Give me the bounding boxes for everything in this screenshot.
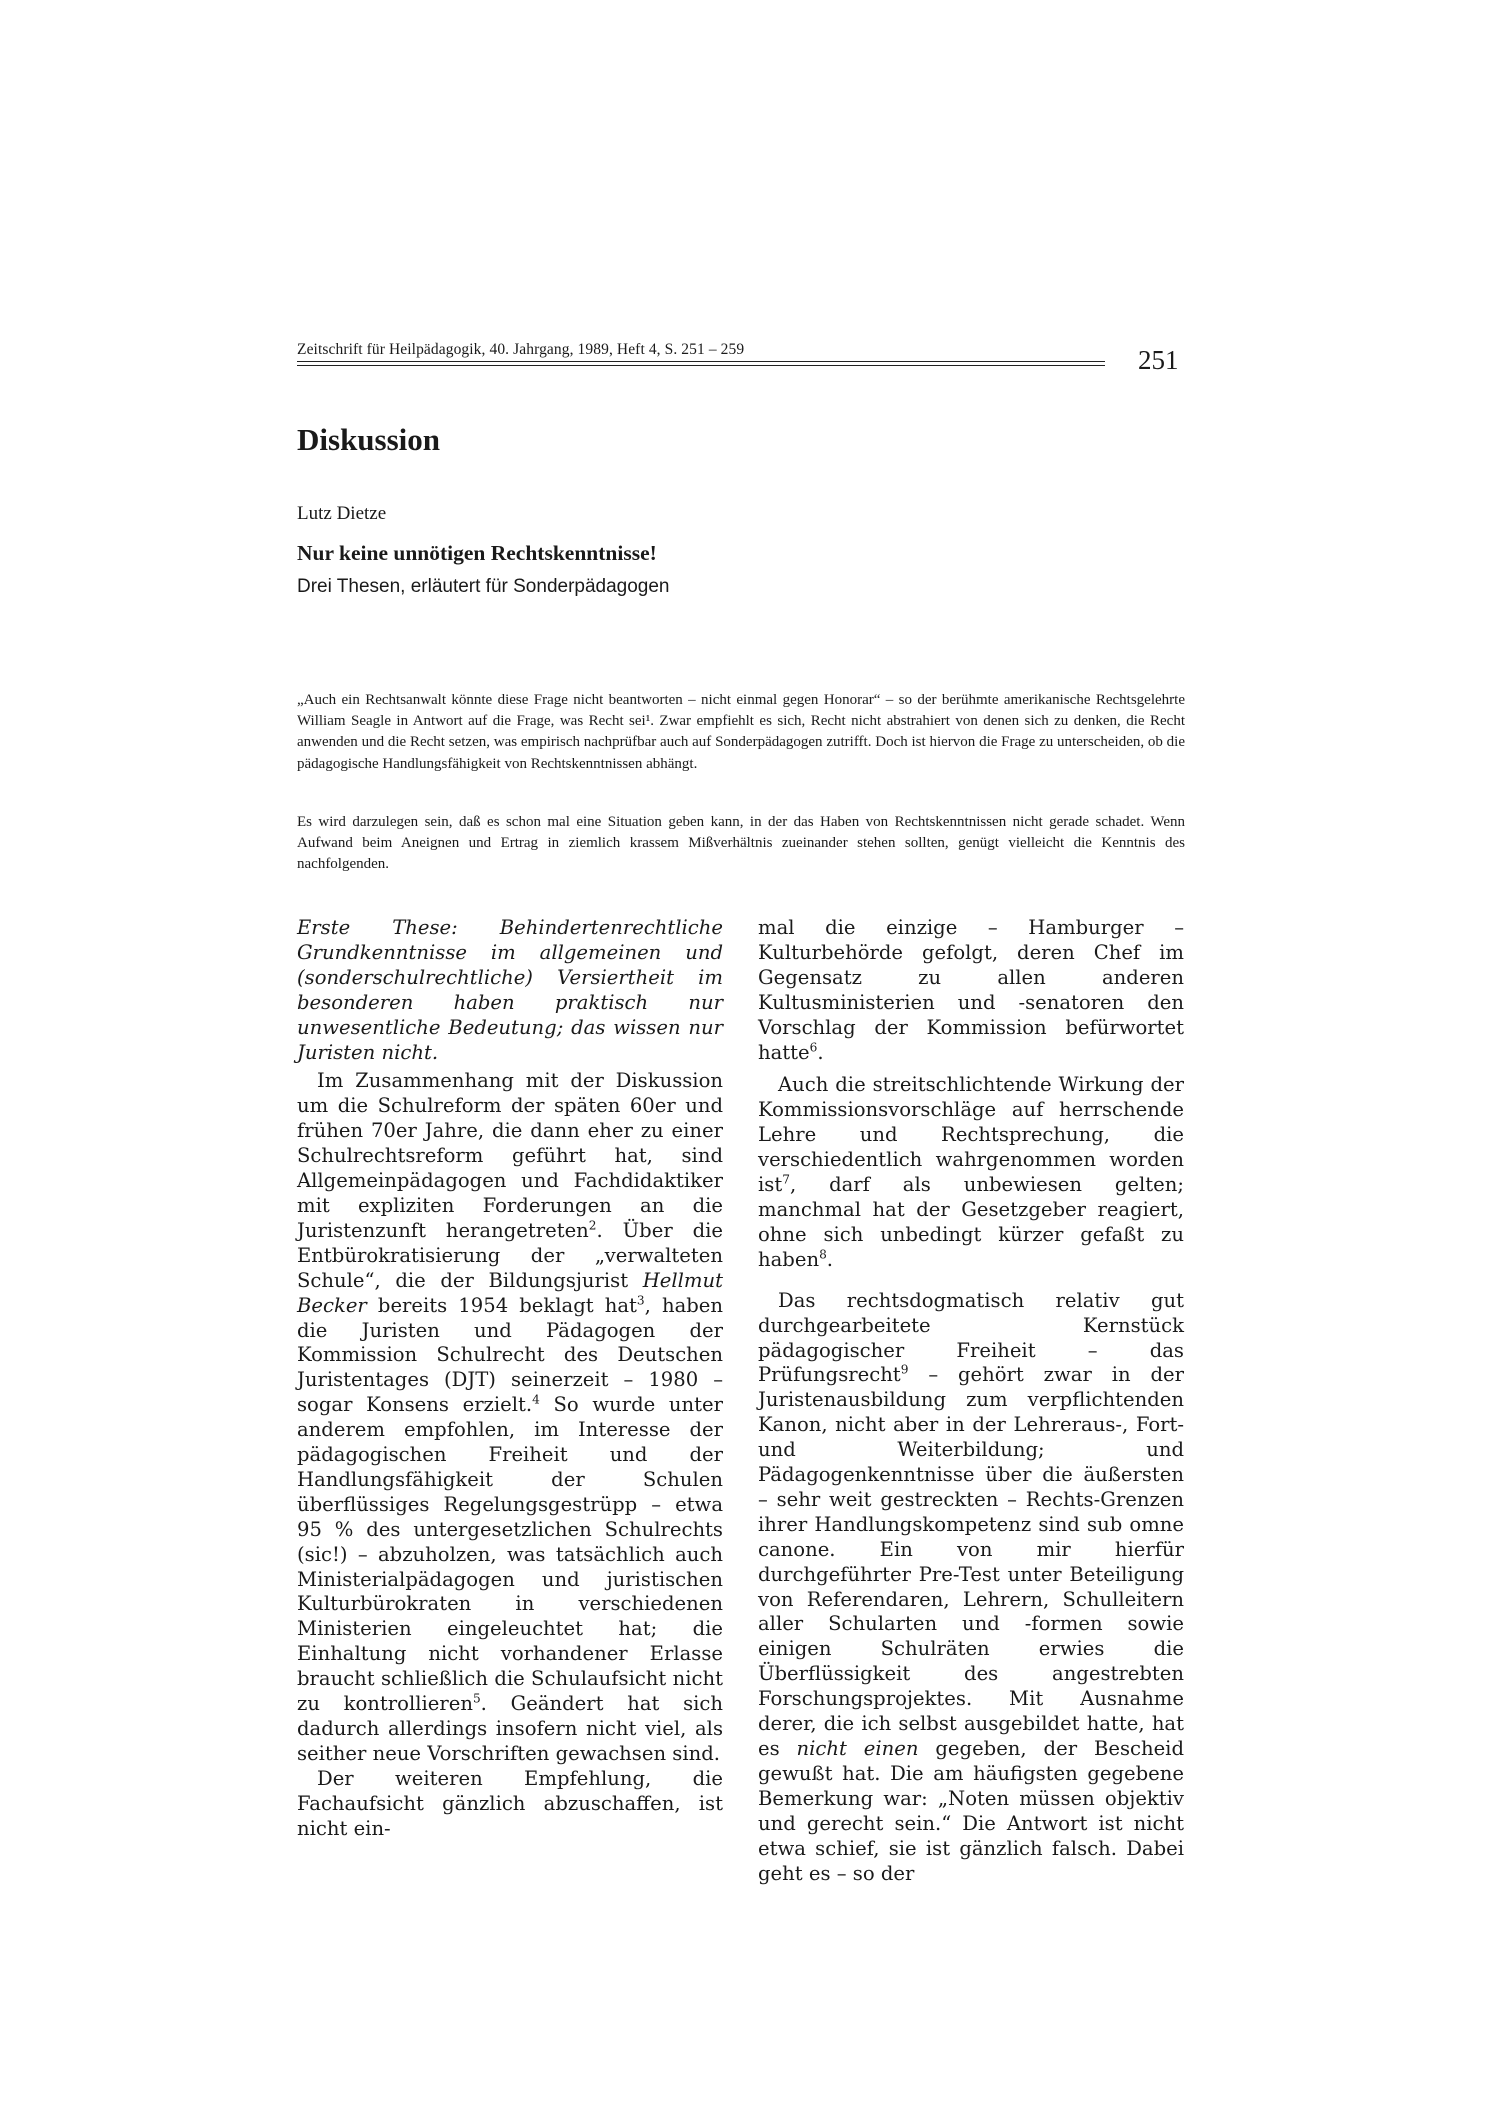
body-paragraph: mal die einzige – Hamburger – Kulturbehörde gefolgt, deren Chef im Gegensatz zu allen anderen Kultusministerien und -senatoren den Vorschlag der Kommission befürwortet hatte$^6$. — [758, 916, 1184, 1064]
body-paragraph: Auch die streitschlichtende Wirkung der Kommissionsvorschläge auf herrschende Lehre und Rechtsprechung, die verschiedentlich wahrgenommen worden ist$^7$, darf als unbewiesen gelten; manchmal hat der Gesetzgeber reagiert, ohne sich unbedingt kürzer gefaßt zu haben$^8$. — [758, 1073, 1184, 1271]
body-paragraph: Das rechtsdogmatisch relativ gut durchgearbeitete Kernstück pädagogischer Freiheit – das Prüfungsrecht$^9$ – gehört zwar in der Juristenausbildung zum verpflichtenden Kanon, nicht aber in der Lehreraus-, Fort- und Weiterbildung; und Pädagogenkenntnisse über die äußersten – sehr weit gestreckten – Rechts-Grenzen ihrer Handlungskompetenz sind sub omne canone. Ein von mir hierfür durchgeführter Pre-Test unter Beteiligung von Referendaren, Lehrern, Schulleitern aller Schularten und -formen sowie einigen Schulräten erwies die Überflüssigkeit des angestrebten Forschungsprojektes. Mit Ausnahme derer, die ich selbst ausgebildet hatte, hat es nicht einen gegeben, der Bescheid gewußt hat. Die am häufigsten gegebene Bemerkung war: „Noten müssen objektiv und gerecht sein.“ Die Antwort ist nicht etwa schief, sie ist gänzlich falsch. Dabei geht es – so der — [758, 1288, 1184, 1885]
footnote-ref[interactable]: 6 — [809, 1040, 818, 1054]
footnote-ref[interactable]: 4 — [532, 1392, 540, 1407]
journal-citation: Zeitschrift für Heilpädagogik, 40. Jahrgang, 1989, Heft 4, S. 251 – 259 — [297, 341, 745, 358]
header-rule — [297, 361, 1105, 362]
author-name: Lutz Dietze — [297, 503, 387, 524]
footnote-ref[interactable]: 5 — [472, 1691, 481, 1706]
footnote-ref[interactable]: 3 — [636, 1293, 645, 1308]
thesis-statement: Erste These: Behindertenrechtliche Grundkenntnisse im allgemeinen und (sonderschulrechtliche) Versiertheit im besonderen haben praktisch nur unwesentliche Bedeutung; das wissen nur Juristen nicht. — [297, 916, 723, 1064]
article-title: Nur keine unnötigen Rechtskenntnisse! — [297, 541, 657, 565]
footnote-ref[interactable]: 9 — [900, 1362, 909, 1377]
footnote-ref[interactable]: 8 — [819, 1247, 827, 1262]
right-column — [758, 916, 1184, 1886]
left-column — [297, 916, 723, 1842]
page-number: 251 — [1138, 345, 1179, 375]
footnote-ref[interactable]: 7 — [782, 1172, 790, 1187]
abstract-paragraph: Es wird darzulegen sein, daß es schon mal eine Situation geben kann, in der das Haben von Rechtskenntnissen nicht gerade schadet. Wenn Aufwand beim Aneignen und Ertrag in ziemlich krassem Mißverhältnis zueinander stehen sollten, genügt vielleicht die Kenntnis des nachfolgenden. — [297, 814, 1185, 873]
section-heading: Diskussion — [297, 422, 441, 457]
footnote-ref[interactable]: 2 — [588, 1218, 597, 1233]
abstract-paragraph: „Auch ein Rechtsanwalt könnte diese Frage nicht beantworten – nicht einmal gegen Honorar“ – so der berühmte amerikanische Rechtsgelehrte William Seagle in Antwort auf die Frage, was Recht sei¹. Zwar empfiehlt es sich, Recht nicht abstrahiert von denen sich zu denken, die Recht anwenden und die Recht setzen, was empirisch nachprüfbar auch auf Sonderpädagogen zutrifft. Doch ist hiervon die Frage zu unterscheiden, ob die pädagogische Handlungsfähigkeit von Rechtskenntnissen abhängt. — [297, 692, 1185, 772]
article-subtitle: Drei Thesen, erläutert für Sonderpädagogen — [297, 576, 670, 597]
header-rule-double — [297, 365, 1105, 366]
body-paragraph: Im Zusammenhang mit der Diskussion um die Schulreform der späten 60er und frühen 70er Jahre, die dann eher zu einer Schulrechtsreform geführt hat, sind Allgemeinpädagogen und Fachdidaktiker mit expliziten Forderungen an die Juristenzunft herangetreten$^2$. Über die Entbürokratisierung der „verwalteten Schule“, die der Bildungsjurist Hellmut Becker bereits 1954 beklagt hat$^3$, haben die Juristen und Pädagogen der Kommission Schulrecht des Deutschen Juristentages (DJT) seinerzeit – 1980 – sogar Konsens erzielt.$^4$ So wurde unter anderem empfohlen, im Interesse der pädagogischen Freiheit und der Handlungsfähigkeit der Schulen überflüssiges Regelungsgestrüpp – etwa 95 % des untergesetzlichen Schulrechts (sic!) – abzuholzen, was tatsächlich auch Ministerialpädagogen und juristischen Kulturbürokraten in verschiedenen Ministerien eingeleuchtet hat; die Einhaltung nicht vorhandener Erlasse braucht schließlich die Schulaufsicht nicht zu kontrollieren$^5$. Geändert hat sich dadurch allerdings insofern nicht viel, als seither neue Vorschriften gewachsen sind. — [297, 1069, 724, 1765]
body-paragraph: Der weiteren Empfehlung, die Fachaufsicht gänzlich abzuschaffen, ist nicht ein- — [297, 1766, 723, 1840]
